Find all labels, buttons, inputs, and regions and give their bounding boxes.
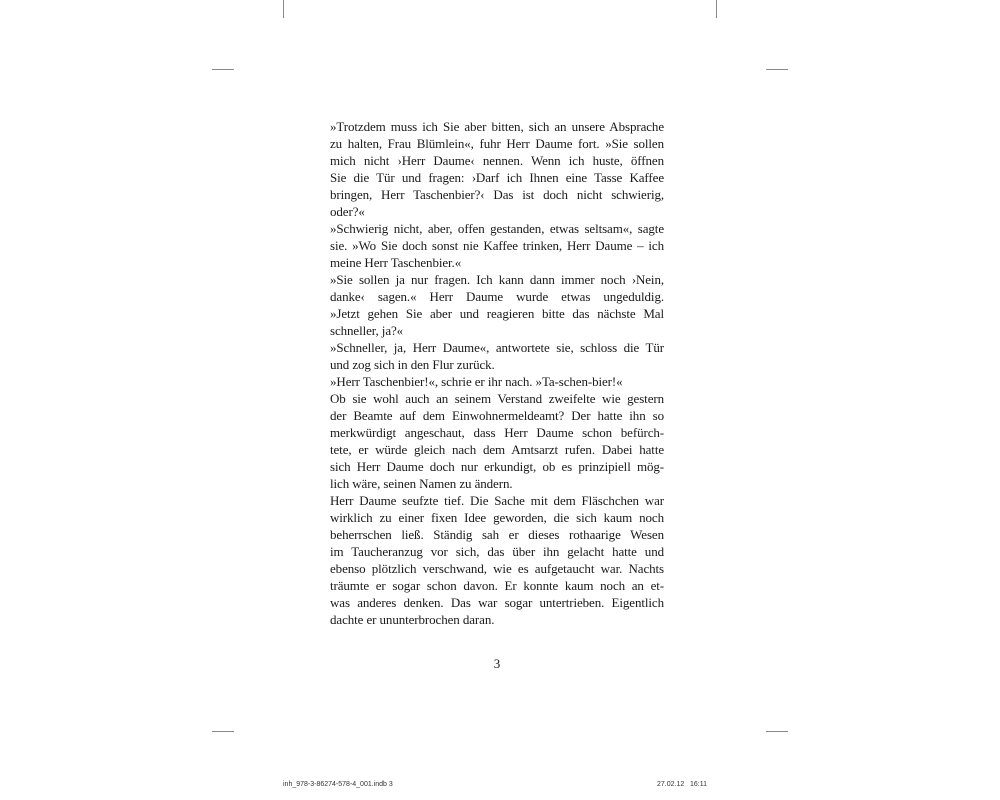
page-number: 3 [493,656,501,671]
text-line: »Schwierig nicht, aber, offen gestanden, etwas seltsam«, sagte [330,221,664,236]
text-line: im Taucheranzug vor sich, das über ihn gelacht hatte und [330,544,664,559]
text-line: »Sie sollen ja nur fragen. Ich kann dann immer noch ›Nein, [330,272,664,287]
text-line: ebenso plötzlich verschwand, wie es aufgetaucht war. Nachts [330,561,664,576]
text-line: merkwürdigt angeschaut, dass Herr Daume schon befürch- [330,425,664,440]
text-line: Ob sie wohl auch an seinem Verstand zweifelte wie gestern [330,391,664,406]
text-line: was anderes denken. Das war sogar untertrieben. Eigentlich [330,595,664,610]
slug-time: 16:11 [690,781,707,788]
text-line: dachte er ununterbrochen daran. [330,612,495,627]
text-line: Herr Daume seufzte tief. Die Sache mit dem Fläschchen war [330,493,664,508]
text-line: mich nicht ›Herr Daume‹ nennen. Wenn ich huste, öffnen [330,153,664,168]
text-line: oder?« [330,204,365,219]
crop-mark-upper-left [212,69,234,70]
text-line: träumte er sogar schon davon. Er konnte kaum noch an et- [330,578,664,593]
text-line: »Herr Taschenbier!«, schrie er ihr nach. »Ta-schen-bier!« [330,374,623,389]
crop-mark-top-right [716,0,717,18]
text-line: danke‹ sagen.« Herr Daume wurde etwas ungeduldig. [330,289,664,304]
text-line: der Beamte auf dem Einwohnermeldeamt? Der hatte ihn so [330,408,664,423]
text-line: sich Herr Daume doch nur erkundigt, ob es prinzipiell mög- [330,459,664,474]
text-line: »Schneller, ja, Herr Daume«, antwortete sie, schloss die Tür [330,340,664,355]
text-line: Sie die Tür und fragen: ›Darf ich Ihnen eine Tasse Kaffee [330,170,664,185]
text-line: beherrschen ließ. Ständig sah er dieses rothaarige Wesen [330,527,664,542]
text-line: meine Herr Taschenbier.« [330,255,462,270]
text-line: sie. »Wo Sie doch sonst nie Kaffee trinken, Herr Daume – ich [330,238,664,253]
text-line: wirklich zu einer fixen Idee geworden, die sich kaum noch [330,510,664,525]
text-line: zu halten, Frau Blümlein«, fuhr Herr Daume fort. »Sie sollen [330,136,664,151]
slug-date: 27.02.12 [657,781,685,788]
text-line: tete, er würde gleich nach dem Amtsarzt rufen. Dabei hatte [330,442,664,457]
crop-mark-lower-right [766,731,788,732]
text-line: bringen, Herr Taschenbier?‹ Das ist doch nicht schwierig, [330,187,664,202]
crop-mark-upper-right [766,69,788,70]
crop-mark-lower-left [212,731,234,732]
text-line: und zog sich in den Flur zurück. [330,357,495,372]
slug-filename: inh_978-3-86274-578-4_001.indb 3 [283,781,393,788]
text-line: »Jetzt gehen Sie aber und reagieren bitte das nächste Mal [330,306,664,321]
text-line: schneller, ja?« [330,323,404,338]
text-line: lich wäre, seinen Namen zu ändern. [330,476,513,491]
text-line: »Trotzdem muss ich Sie aber bitten, sich an unsere Absprache [330,119,664,134]
crop-mark-top-left [283,0,284,18]
